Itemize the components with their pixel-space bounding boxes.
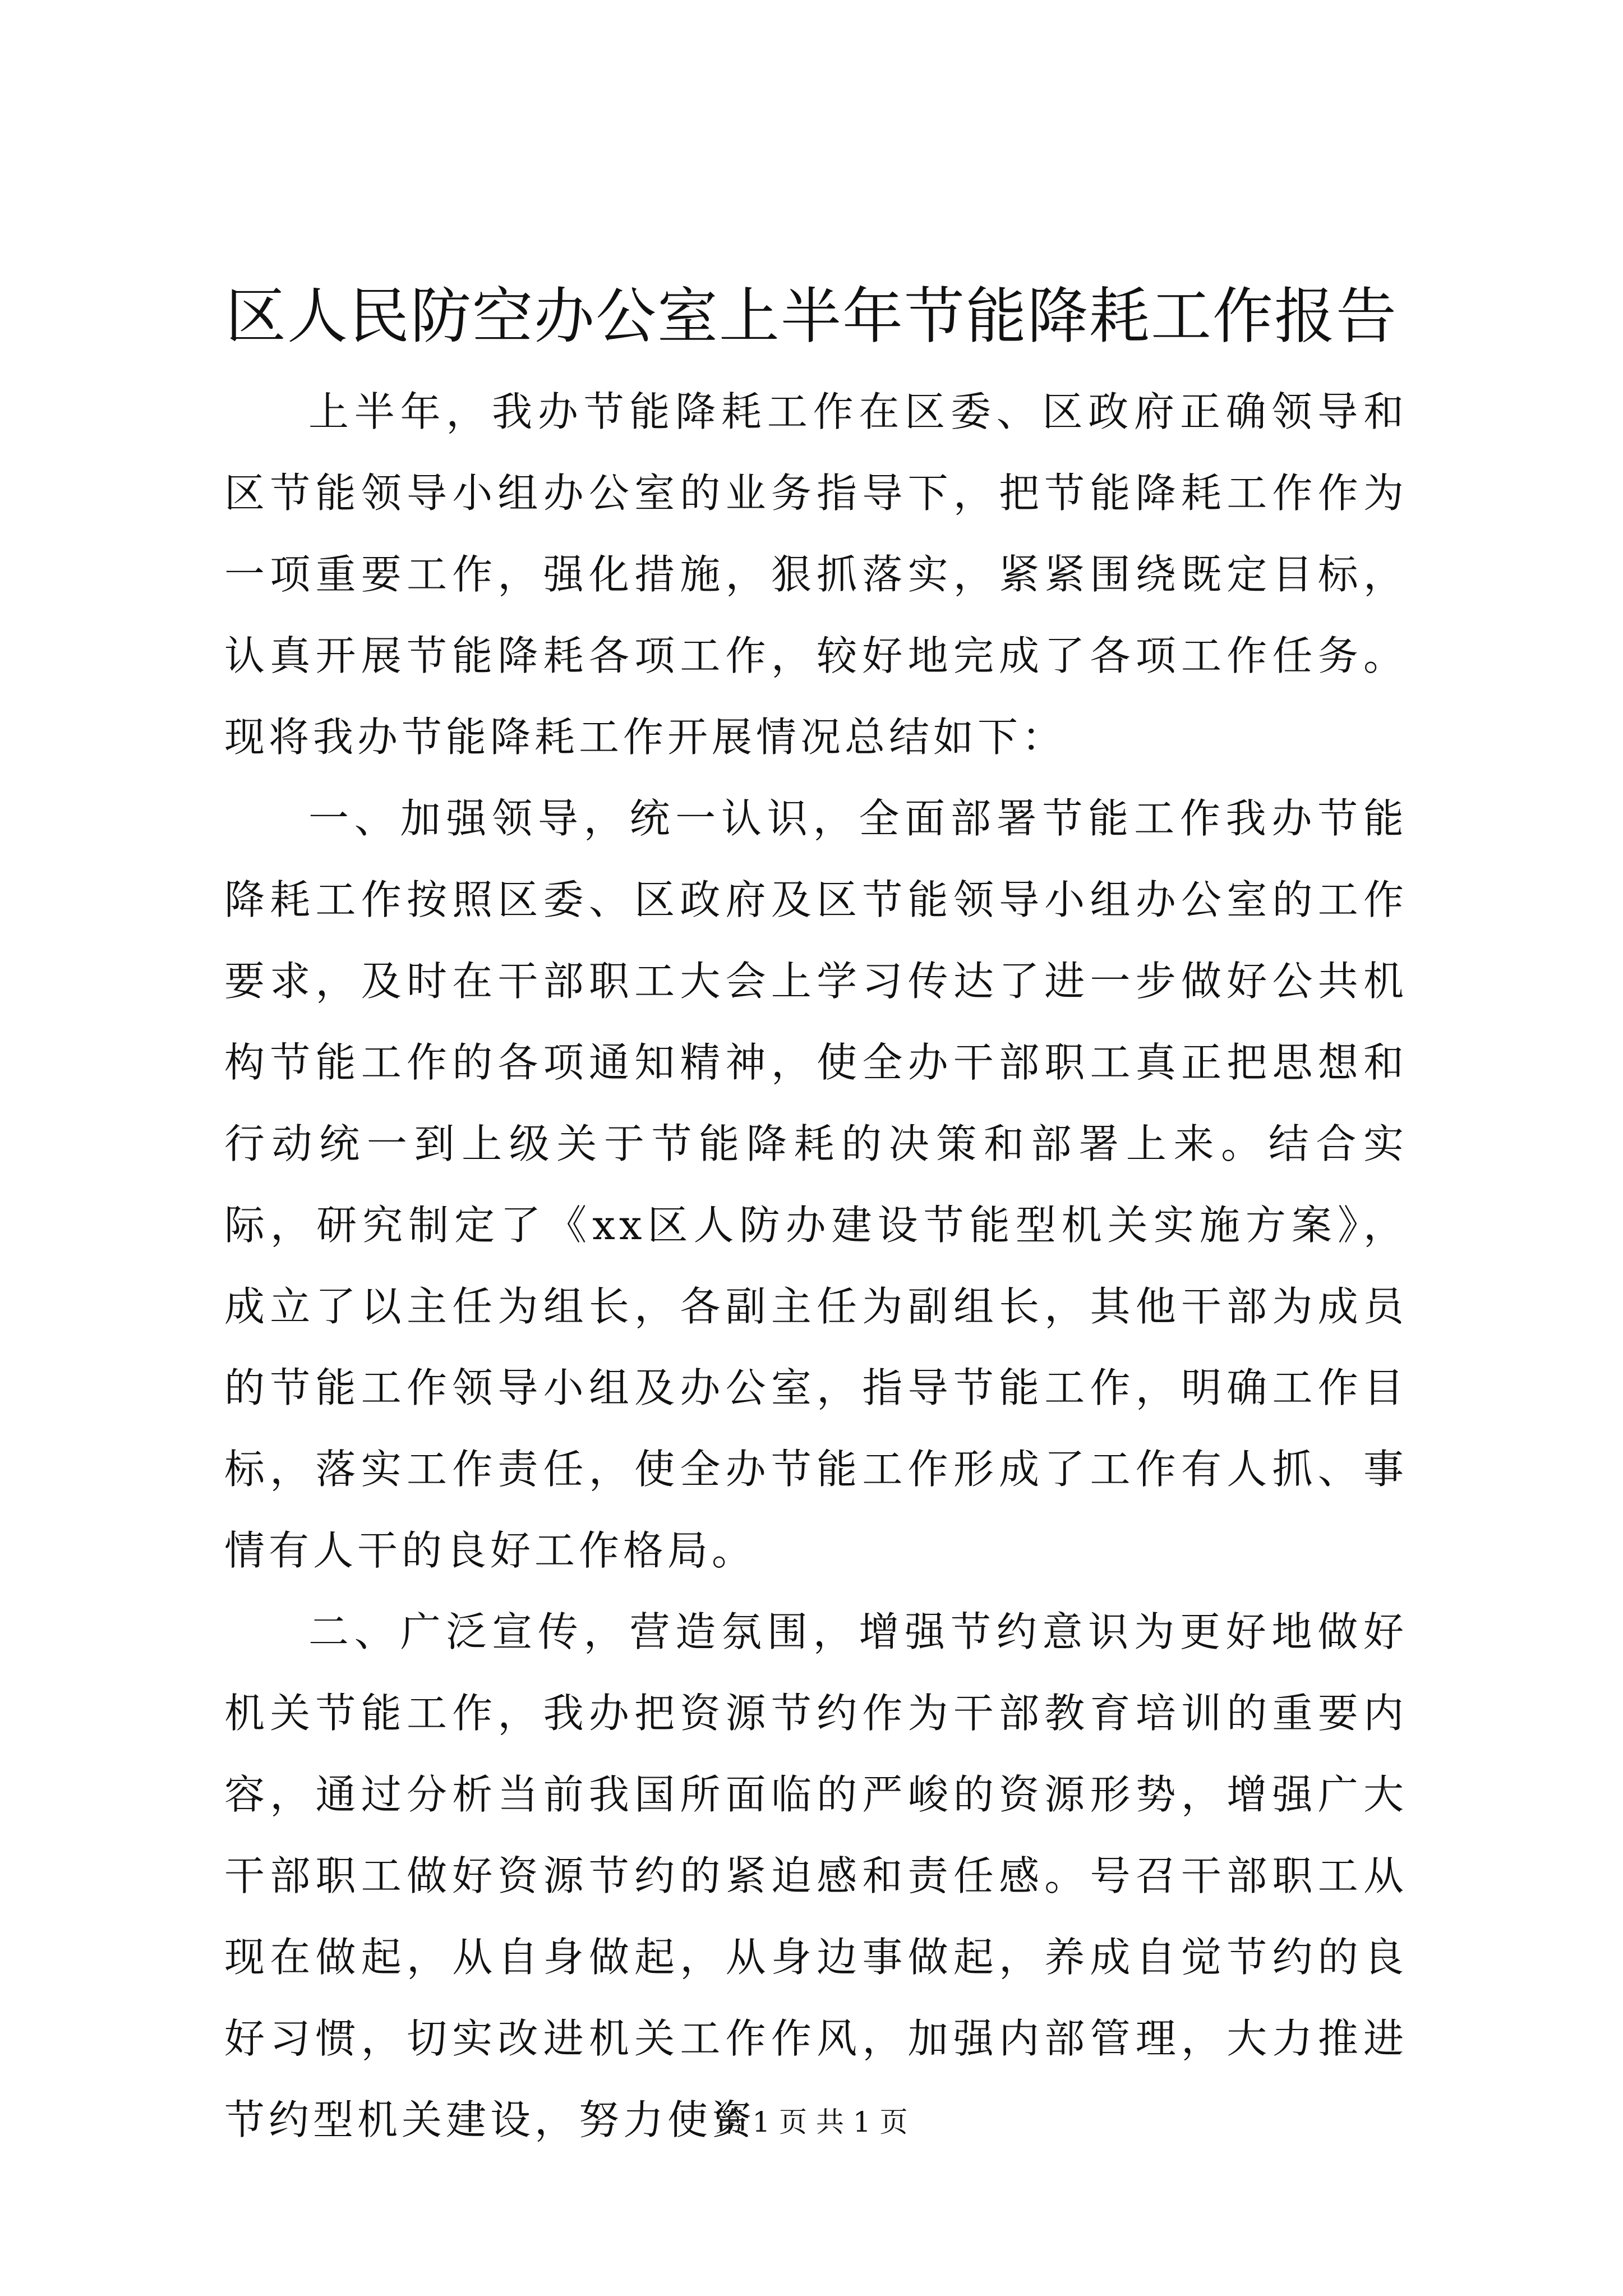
paragraph-section-1: 一、加强领导，统一认识，全面部署节能工作我办节能降耗工作按照区委、区政府及区节能领导小组办公室的工作要求，及时在干部职工大会上学习传达了进一步做好公共机构节能工作的各项通知精神，使全办干部职工真正把思想和行动统一到上级关于节能降耗的决策和部署上来。结合实际，研究制定了《xx区人防办建设节能型机关实施方案》，成立了以主任为组长，各副主任为副组长，其他干部为成员的节能工作领导小组及办公室，指导节能工作，明确工作目标，落实工作责任，使全办节能工作形成了工作有人抓、事情有人干的良好工作格局。 [224, 795, 1408, 1574]
page-footer: 第 1 页 共 1 页 [715, 2106, 908, 2138]
document-body [224, 371, 1408, 2161]
paragraph-section-2: 二、广泛宣传，营造氛围，增强节约意识为更好地做好机关节能工作，我办把资源节约作为干部教育培训的重要内容，通过分析当前我国所面临的严峻的资源形势，增强广大干部职工做好资源节约的紧迫感和责任感。号召干部职工从现在做起，从自身做起，从身边事做起，养成自觉节约的良好习惯，切实改进机关工作作风，加强内部管理，大力推进节约型机关建设，努力使资 [224, 1608, 1408, 2143]
paragraph-intro: 上半年，我办节能降耗工作在区委、区政府正确领导和区节能领导小组办公室的业务指导下，把节能降耗工作作为一项重要工作，强化措施，狠抓落实，紧紧围绕既定目标，认真开展节能降耗各项工作，较好地完成了各项工作任务。现将我办节能降耗工作开展情况总结如下： [224, 388, 1408, 761]
document-title: 区人民防空办公室上半年节能降耗工作报告 [225, 282, 1398, 352]
